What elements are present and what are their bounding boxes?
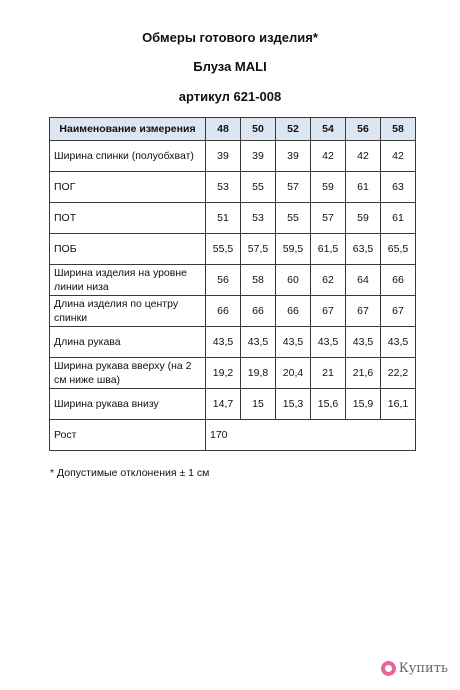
measurement-value: 22,2 bbox=[381, 358, 416, 389]
measurement-value: 64 bbox=[346, 265, 381, 296]
measurement-value: 39 bbox=[241, 141, 276, 172]
measurement-value: 53 bbox=[206, 172, 241, 203]
measurement-value: 21 bbox=[311, 358, 346, 389]
table-row bbox=[50, 234, 416, 265]
measurement-value: 51 bbox=[206, 203, 241, 234]
table-header-row bbox=[50, 118, 416, 141]
rost-value: 170 bbox=[206, 420, 416, 451]
measurement-value: 15,9 bbox=[346, 389, 381, 420]
measurement-value: 60 bbox=[276, 265, 311, 296]
measurement-value: 15,6 bbox=[311, 389, 346, 420]
table-row bbox=[50, 203, 416, 234]
measurement-value: 39 bbox=[206, 141, 241, 172]
measurement-value: 20,4 bbox=[276, 358, 311, 389]
measurement-value: 57,5 bbox=[241, 234, 276, 265]
article-number: артикул 621-008 bbox=[178, 89, 282, 104]
measurement-value: 19,2 bbox=[206, 358, 241, 389]
page-title: Обмеры готового изделия* bbox=[142, 30, 318, 45]
measurement-value: 63 bbox=[381, 172, 416, 203]
measurement-name: Ширина рукава вверху (на 2 см ниже шва) bbox=[50, 358, 206, 389]
tolerance-note: * Допустимые отклонения ± 1 см bbox=[50, 467, 210, 479]
logo-text: Купить bbox=[398, 661, 448, 676]
table-row bbox=[50, 296, 416, 327]
measurement-value: 43,5 bbox=[346, 327, 381, 358]
measurement-value: 66 bbox=[206, 296, 241, 327]
measurement-value: 67 bbox=[381, 296, 416, 327]
measurement-value: 43,5 bbox=[206, 327, 241, 358]
column-header-size: 48 bbox=[206, 118, 241, 141]
measurement-name: Ширина изделия на уровне линии низа bbox=[50, 265, 206, 296]
measurement-value: 16,1 bbox=[381, 389, 416, 420]
measurement-value: 59 bbox=[311, 172, 346, 203]
measurement-value: 62 bbox=[311, 265, 346, 296]
measurement-value: 39 bbox=[276, 141, 311, 172]
rost-label: Рост bbox=[50, 420, 206, 451]
measurement-name: Ширина рукава внизу bbox=[50, 389, 206, 420]
measurement-value: 43,5 bbox=[381, 327, 416, 358]
table-row bbox=[50, 358, 416, 389]
measurement-value: 53 bbox=[241, 203, 276, 234]
measurement-name: Длина изделия по центру спинки bbox=[50, 296, 206, 327]
column-header-size: 50 bbox=[241, 118, 276, 141]
measurement-value: 42 bbox=[346, 141, 381, 172]
measurement-name: ПОТ bbox=[50, 203, 206, 234]
measurement-name: ПОБ bbox=[50, 234, 206, 265]
rost-row bbox=[50, 420, 416, 451]
flower-icon bbox=[381, 661, 396, 676]
measurement-value: 55 bbox=[276, 203, 311, 234]
measurement-value: 43,5 bbox=[311, 327, 346, 358]
table-row bbox=[50, 327, 416, 358]
measurement-value: 59,5 bbox=[276, 234, 311, 265]
column-header-size: 52 bbox=[276, 118, 311, 141]
measurement-value: 19,8 bbox=[241, 358, 276, 389]
measurement-value: 14,7 bbox=[206, 389, 241, 420]
measurement-value: 65,5 bbox=[381, 234, 416, 265]
measurement-value: 59 bbox=[346, 203, 381, 234]
measurements-table bbox=[49, 117, 416, 451]
table-row bbox=[50, 172, 416, 203]
measurement-name: ПОГ bbox=[50, 172, 206, 203]
measurement-value: 15,3 bbox=[276, 389, 311, 420]
measurement-value: 42 bbox=[381, 141, 416, 172]
measurement-value: 61 bbox=[381, 203, 416, 234]
measurement-value: 66 bbox=[381, 265, 416, 296]
measurement-value: 67 bbox=[346, 296, 381, 327]
measurement-value: 21,6 bbox=[346, 358, 381, 389]
measurement-value: 43,5 bbox=[276, 327, 311, 358]
measurement-value: 56 bbox=[206, 265, 241, 296]
table-row bbox=[50, 389, 416, 420]
column-header-measurement: Наименование измерения bbox=[50, 118, 206, 141]
measurement-value: 61 bbox=[346, 172, 381, 203]
measurement-value: 15 bbox=[241, 389, 276, 420]
column-header-size: 58 bbox=[381, 118, 416, 141]
measurement-value: 55,5 bbox=[206, 234, 241, 265]
site-logo bbox=[381, 661, 448, 676]
measurement-value: 57 bbox=[276, 172, 311, 203]
column-header-size: 54 bbox=[311, 118, 346, 141]
table-row bbox=[50, 265, 416, 296]
measurement-value: 61,5 bbox=[311, 234, 346, 265]
measurement-value: 63,5 bbox=[346, 234, 381, 265]
table-row bbox=[50, 141, 416, 172]
measurement-value: 66 bbox=[241, 296, 276, 327]
measurement-value: 43,5 bbox=[241, 327, 276, 358]
measurement-value: 58 bbox=[241, 265, 276, 296]
measurement-value: 42 bbox=[311, 141, 346, 172]
column-header-size: 56 bbox=[346, 118, 381, 141]
measurement-value: 66 bbox=[276, 296, 311, 327]
measurement-value: 57 bbox=[311, 203, 346, 234]
measurement-name: Ширина спинки (полуобхват) bbox=[50, 141, 206, 172]
measurement-value: 55 bbox=[241, 172, 276, 203]
measurement-name: Длина рукава bbox=[50, 327, 206, 358]
product-name: Блуза MALI bbox=[193, 59, 267, 74]
measurement-value: 67 bbox=[311, 296, 346, 327]
